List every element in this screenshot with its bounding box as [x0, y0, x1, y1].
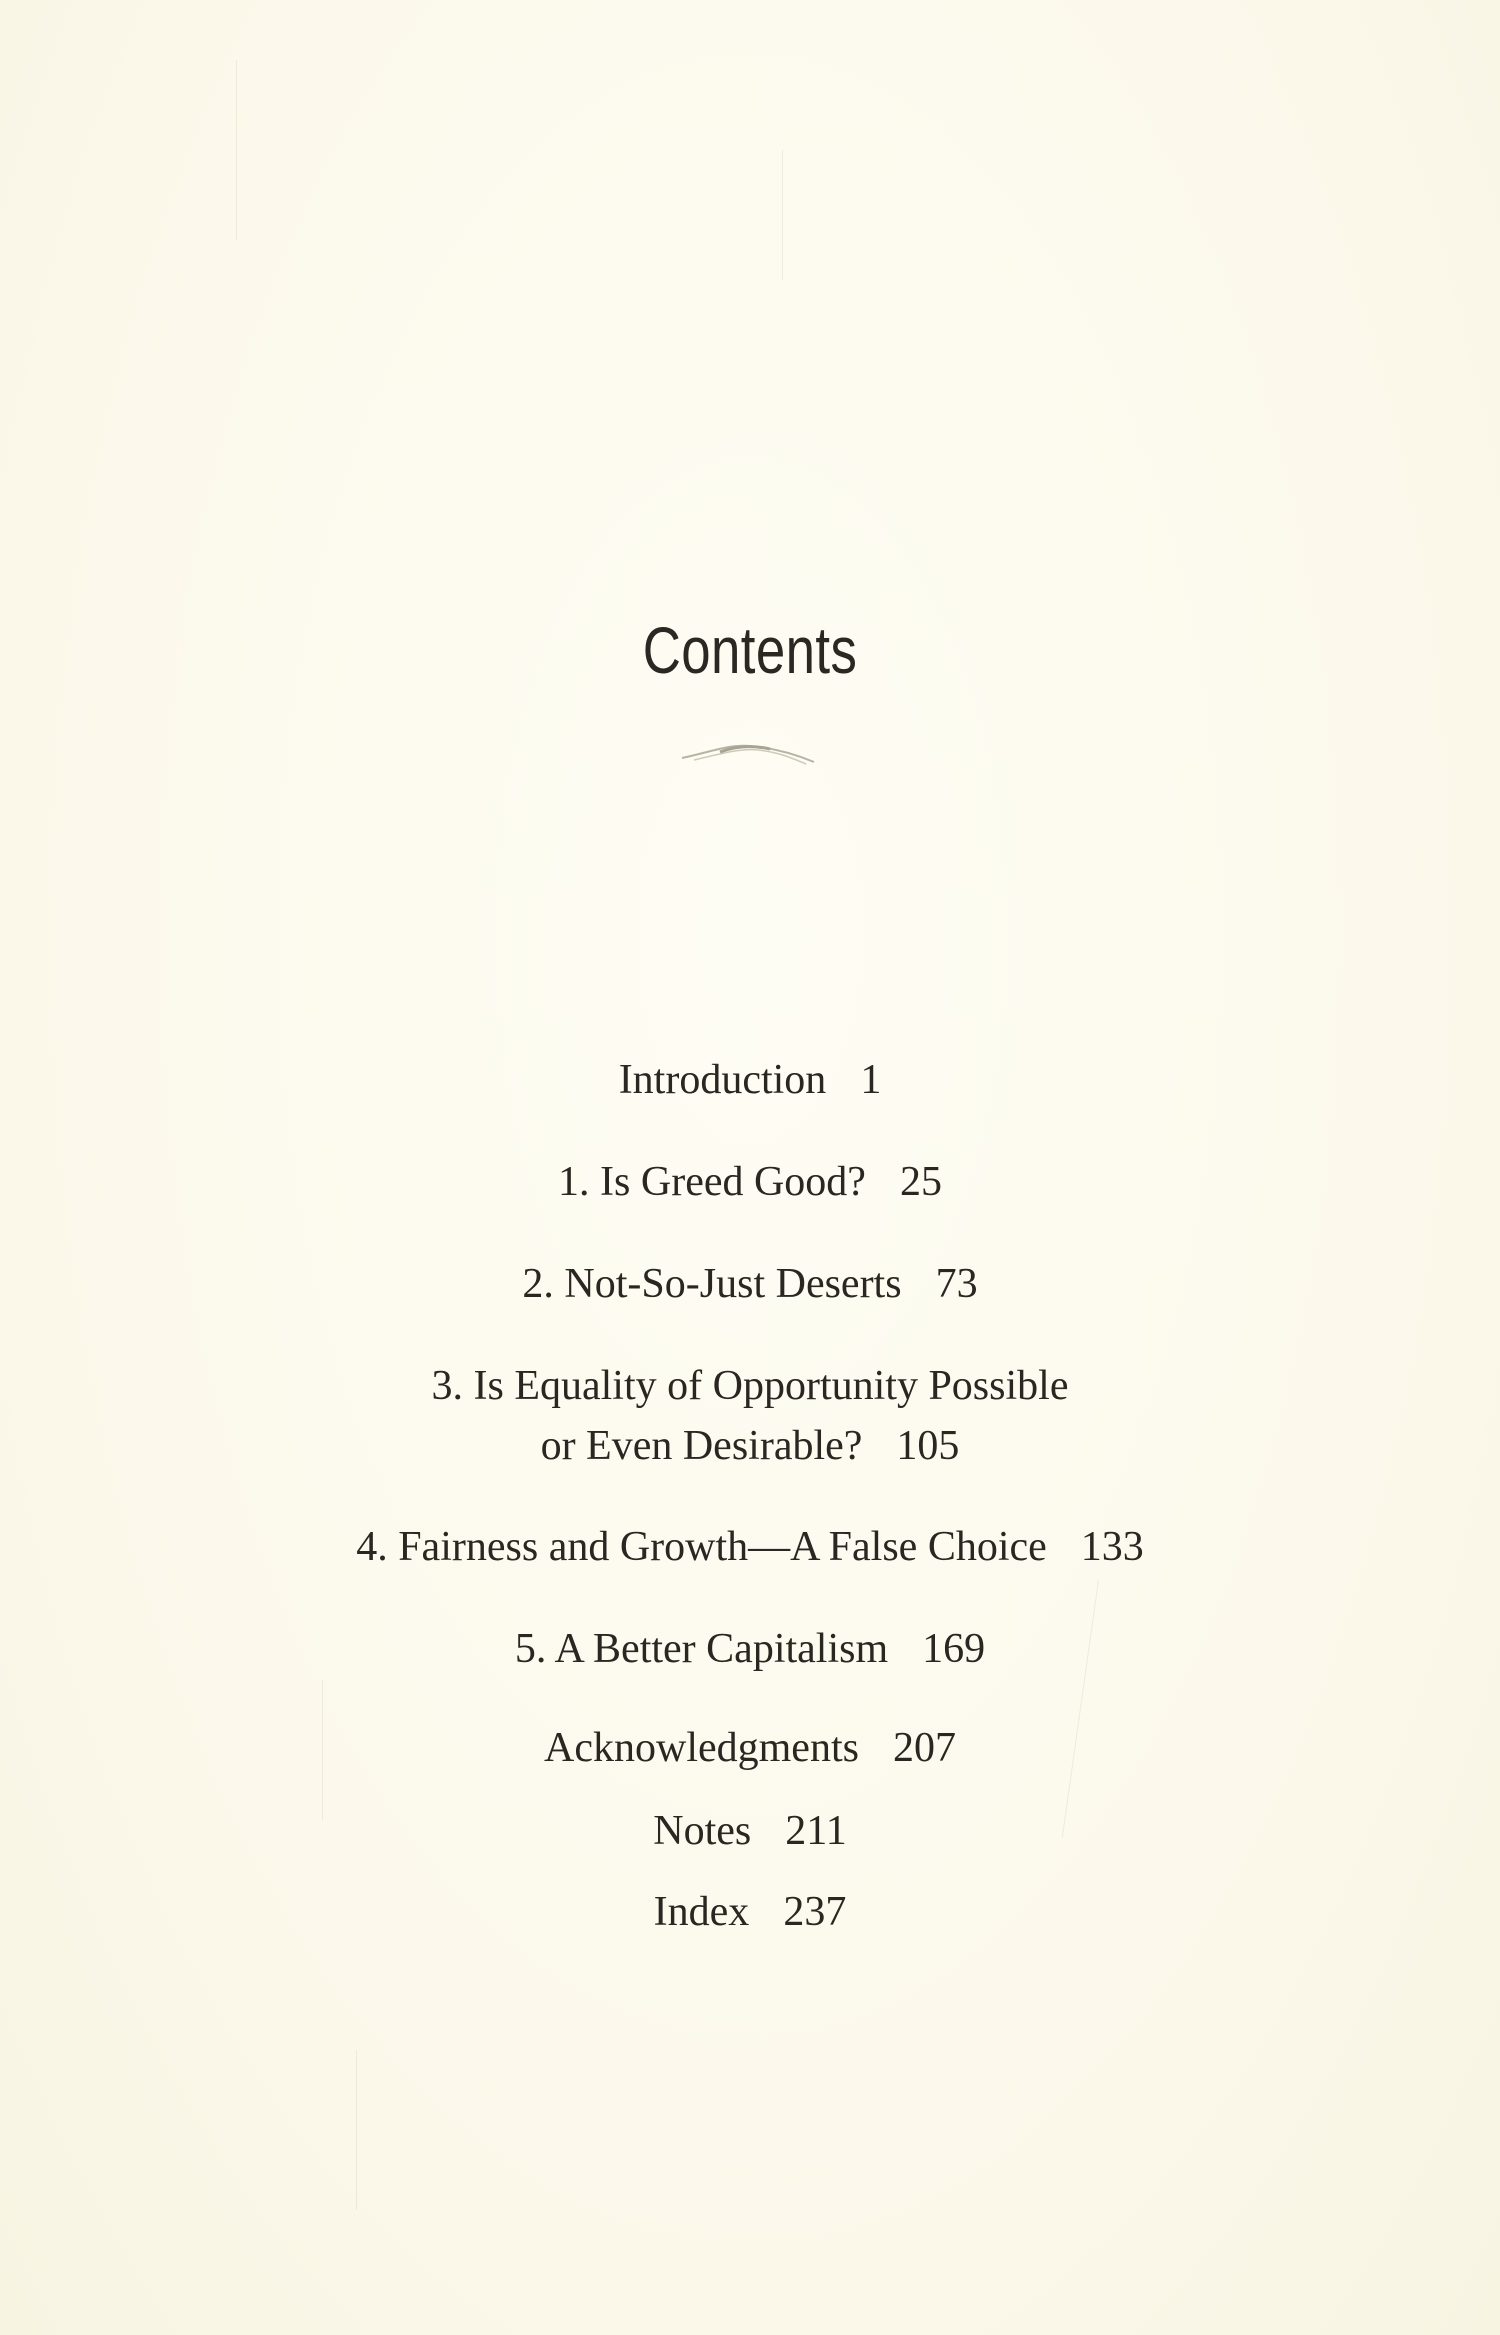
toc-entry-chapter-1[interactable] — [0, 1157, 1500, 1207]
toc-entry-chapter-4[interactable] — [0, 1522, 1500, 1572]
scan-streak — [356, 2050, 357, 2210]
toc-entry-number: 5. — [514, 1626, 547, 1672]
toc-entry-title: Is Greed Good? — [600, 1159, 866, 1205]
decorative-flourish-icon — [680, 740, 816, 768]
page-title: Contents — [642, 613, 858, 687]
toc-entry-page: 207 — [892, 1725, 956, 1771]
toc-entry-page: 211 — [785, 1808, 847, 1854]
toc-entry-page: 25 — [899, 1159, 942, 1205]
toc-entry-title: Introduction — [618, 1057, 827, 1103]
toc-entry-chapter-3-continued[interactable] — [0, 1421, 1500, 1471]
toc-entry-notes[interactable] — [0, 1806, 1500, 1856]
toc-entry-page: 73 — [935, 1261, 978, 1307]
toc-entry-introduction[interactable] — [0, 1055, 1500, 1105]
toc-entry-title: Index — [653, 1889, 750, 1935]
scan-streak — [1062, 1580, 1099, 1838]
toc-entry-title: Notes — [653, 1808, 752, 1854]
toc-entry-title: A Better Capitalism — [554, 1626, 889, 1672]
toc-entry-chapter-3[interactable] — [0, 1361, 1500, 1411]
toc-entry-title: Acknowledgments — [544, 1725, 859, 1771]
scan-streak — [236, 60, 237, 240]
toc-entry-title: Not-So-Just Deserts — [564, 1261, 902, 1307]
toc-entry-title-line1: Is Equality of Opportunity Possible — [473, 1363, 1069, 1409]
toc-entry-chapter-2[interactable] — [0, 1259, 1500, 1309]
toc-entry-index[interactable] — [0, 1887, 1500, 1937]
toc-entry-title-line2: or Even Desirable? — [540, 1423, 863, 1469]
toc-entry-page: 237 — [783, 1889, 847, 1935]
toc-entry-number: 4. — [356, 1524, 388, 1570]
toc-entry-title: Fairness and Growth—A False Choice — [398, 1524, 1047, 1570]
toc-entry-chapter-5[interactable] — [0, 1624, 1500, 1674]
toc-entry-acknowledgments[interactable] — [0, 1723, 1500, 1773]
toc-entry-page: 133 — [1080, 1524, 1144, 1570]
toc-entry-page: 105 — [896, 1423, 960, 1469]
toc-entry-number: 1. — [558, 1159, 590, 1205]
toc-entry-page: 169 — [922, 1626, 986, 1672]
toc-entry-number: 3. — [431, 1363, 463, 1409]
scan-streak — [782, 150, 783, 280]
toc-entry-page: 1 — [860, 1057, 882, 1103]
toc-entry-number: 2. — [522, 1261, 554, 1307]
